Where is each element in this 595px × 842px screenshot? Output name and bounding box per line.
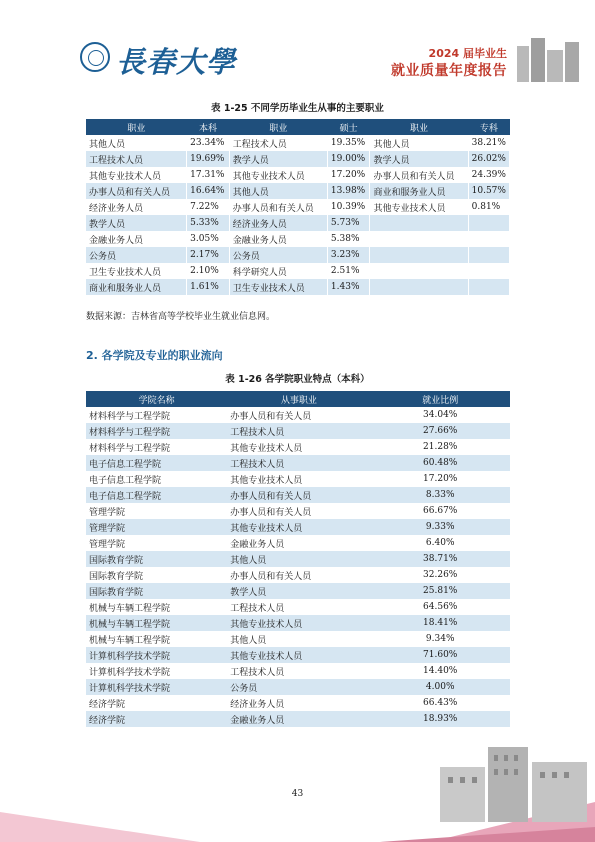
college-cell: 电子信息工程学院 [86,455,227,471]
ratio-cell: 66.67% [423,506,458,516]
occupation-cell: 其他专业技术人员 [86,167,187,183]
table-row [86,263,510,279]
table-row [86,151,510,167]
table-row [86,535,510,551]
col-occupation: 职业 [229,119,327,135]
ratio-cell: 71.60% [370,647,510,663]
bachelor-pct-cell: 3.05% [187,231,230,247]
occupation-cell: 办事人员和有关人员 [86,183,187,199]
occupation-cell: 教学人员 [370,151,468,167]
occupation-cell [370,263,468,279]
col-occupation: 从事职业 [227,391,370,407]
occupation-cell: 公务员 [229,247,327,263]
college-cell: 机械与车辆工程学院 [86,615,227,631]
bachelor-pct-cell: 17.31% [187,167,230,183]
occupation-cell: 其他人员 [230,635,267,646]
college-cell: 国际教育学院 [89,571,144,582]
master-pct-cell: 10.39% [327,199,370,215]
occupation-cell: 卫生专业技术人员 [86,263,187,279]
occupation-cell: 经济业务人员 [229,215,327,231]
bachelor-pct-cell: 19.69% [187,151,230,167]
occupation-cell: 其他专业技术人员 [229,167,327,183]
master-pct-cell: 5.38% [327,231,370,247]
ratio-cell: 27.66% [370,423,510,439]
occupation-cell: 公务员 [227,679,370,695]
occupation-by-degree-table [86,119,510,295]
junior-pct-cell [468,231,509,247]
occupation-cell: 工程技术人员 [227,423,370,439]
occupation-cell: 其他专业技术人员 [227,615,370,631]
col-occupation: 职业 [86,119,187,135]
master-pct-cell: 17.20% [327,167,370,183]
col-junior-college: 专科 [468,119,509,135]
table-row [86,695,510,711]
occupation-cell: 金融业务人员 [86,231,187,247]
occupation-cell: 其他人员 [227,551,370,567]
table-row [86,679,510,695]
report-title: 就业质量年度报告 [391,63,507,79]
ratio-cell: 17.20% [423,474,458,484]
table-row [86,631,510,647]
bachelor-pct-cell: 7.22% [187,199,230,215]
occupation-cell: 科学研究人员 [229,263,327,279]
occupation-cell: 其他专业技术人员 [370,199,468,215]
junior-pct-cell: 38.21% [468,135,509,151]
occupation-cell: 教学人员 [229,151,327,167]
occupation-cell: 金融业务人员 [230,539,285,550]
college-cell: 管理学院 [89,507,126,518]
ratio-cell: 60.48% [370,455,510,471]
junior-pct-cell: 26.02% [468,151,509,167]
occupation-cell: 教学人员 [86,215,187,231]
occupation-cell: 商业和服务业人员 [370,183,468,199]
college-cell: 管理学院 [89,539,126,550]
occupation-cell: 工程技术人员 [227,455,370,471]
occupation-cell: 其他专业技术人员 [230,475,303,486]
college-cell: 材料科学与工程学院 [89,411,171,422]
table-row [86,663,510,679]
ratio-cell: 66.43% [423,698,458,708]
junior-pct-cell [468,279,509,295]
ratio-cell: 64.56% [423,602,458,612]
college-cell: 经济学院 [86,711,227,727]
ratio-cell: 21.28% [423,442,458,452]
college-cell: 管理学院 [86,519,227,535]
college-cell: 材料科学与工程学院 [89,443,171,454]
ratio-cell: 18.41% [370,615,510,631]
occupation-cell: 办事人员和有关人员 [230,411,312,422]
occupation-cell: 金融业务人员 [227,711,370,727]
table-row [86,503,510,519]
bachelor-pct-cell: 1.61% [187,279,230,295]
college-cell: 经济学院 [89,699,126,710]
col-bachelor: 本科 [187,119,230,135]
col-master: 硕士 [327,119,370,135]
table-row [86,583,510,599]
junior-pct-cell [468,263,509,279]
table-row [86,135,510,151]
junior-pct-cell [468,247,509,263]
table-1-26-caption: 表 1-26 各学院职业特点（本科） [225,374,370,385]
table-row [86,615,510,631]
table-row [86,455,510,471]
bachelor-pct-cell: 5.33% [187,215,230,231]
report-title-year: 2024 届毕业生 [428,47,507,60]
table-row [86,471,510,487]
occupation-cell: 教学人员 [227,583,370,599]
table-row [86,167,510,183]
table-row [86,407,510,423]
occupation-cell: 卫生专业技术人员 [229,279,327,295]
bachelor-pct-cell: 2.17% [187,247,230,263]
college-cell: 材料科学与工程学院 [86,423,227,439]
junior-pct-cell [468,215,509,231]
col-ratio: 就业比例 [370,391,510,407]
table-row [86,551,510,567]
junior-pct-cell: 10.57% [468,183,509,199]
occupation-cell [370,279,468,295]
table-row [86,519,510,535]
university-logo-icon [80,42,110,72]
table-row [86,215,510,231]
bachelor-pct-cell: 16.64% [187,183,230,199]
college-cell: 计算机科学技术学院 [86,679,227,695]
table-row [86,279,510,295]
college-cell: 电子信息工程学院 [89,475,162,486]
occupation-cell: 其他人员 [370,135,468,151]
ratio-cell: 9.33% [370,519,510,535]
col-college: 学院名称 [86,391,227,407]
ratio-cell: 18.93% [370,711,510,727]
ratio-cell: 38.71% [370,551,510,567]
occupation-cell: 办事人员和有关人员 [227,487,370,503]
occupation-cell: 办事人员和有关人员 [230,571,312,582]
junior-pct-cell: 0.81% [468,199,509,215]
table-row [86,647,510,663]
occupation-cell: 公务员 [86,247,187,263]
ratio-cell: 32.26% [423,570,458,580]
page-number: 43 [291,789,304,799]
table-row [86,247,510,263]
occupation-cell: 其他专业技术人员 [227,647,370,663]
occupation-cell: 金融业务人员 [229,231,327,247]
ratio-cell: 25.81% [370,583,510,599]
college-occupation-table [86,391,510,727]
occupation-cell: 其他专业技术人员 [227,519,370,535]
table-row [86,711,510,727]
table-header-row [86,391,510,407]
ratio-cell: 6.40% [425,538,455,548]
building-sketch-icon [507,38,587,82]
campus-building-sketch-icon [420,737,595,832]
ratio-cell: 8.33% [370,487,510,503]
occupation-cell: 经济业务人员 [86,199,187,215]
table-row [86,487,510,503]
occupation-cell: 商业和服务业人员 [86,279,187,295]
master-pct-cell: 2.51% [327,263,370,279]
occupation-cell: 其他人员 [86,135,187,151]
occupation-cell: 工程技术人员 [230,603,285,614]
ratio-cell: 14.40% [423,666,458,676]
occupation-cell: 其他人员 [229,183,327,199]
college-cell: 电子信息工程学院 [86,487,227,503]
occupation-cell: 工程技术人员 [229,135,327,151]
college-cell: 计算机科学技术学院 [86,647,227,663]
master-pct-cell: 3.23% [327,247,370,263]
table-header-row [86,119,510,135]
master-pct-cell: 19.00% [327,151,370,167]
occupation-cell [370,247,468,263]
ratio-cell: 4.00% [370,679,510,695]
table-row [86,599,510,615]
college-cell: 计算机科学技术学院 [89,667,171,678]
university-name: 長春大學 [116,45,237,79]
table-row [86,199,510,215]
bachelor-pct-cell: 2.10% [187,263,230,279]
table-row [86,567,510,583]
data-source-note: 数据来源：吉林省高等学校毕业生就业信息网。 [86,312,276,322]
college-cell: 国际教育学院 [86,551,227,567]
master-pct-cell: 5.73% [327,215,370,231]
college-cell: 国际教育学院 [86,583,227,599]
section-heading: 2. 各学院及专业的职业流向 [86,349,223,362]
master-pct-cell: 13.98% [327,183,370,199]
occupation-cell [370,215,468,231]
table-row [86,231,510,247]
ratio-cell: 9.34% [425,634,455,644]
master-pct-cell: 19.35% [327,135,370,151]
occupation-cell: 工程技术人员 [86,151,187,167]
col-occupation: 职业 [370,119,468,135]
ratio-cell: 34.04% [423,410,458,420]
occupation-cell: 办事人员和有关人员 [230,507,312,518]
master-pct-cell: 1.43% [327,279,370,295]
occupation-cell: 其他专业技术人员 [230,443,303,454]
occupation-cell: 办事人员和有关人员 [229,199,327,215]
page-header [0,0,595,95]
table-1-25-caption: 表 1-25 不同学历毕业生从事的主要职业 [211,103,384,114]
table-row [86,439,510,455]
occupation-cell [370,231,468,247]
table-row [86,183,510,199]
bachelor-pct-cell: 23.34% [187,135,230,151]
table-row [86,423,510,439]
junior-pct-cell: 24.39% [468,167,509,183]
occupation-cell: 工程技术人员 [230,667,285,678]
college-cell: 机械与车辆工程学院 [89,603,171,614]
occupation-cell: 经济业务人员 [230,699,285,710]
occupation-cell: 办事人员和有关人员 [370,167,468,183]
college-cell: 机械与车辆工程学院 [89,635,171,646]
